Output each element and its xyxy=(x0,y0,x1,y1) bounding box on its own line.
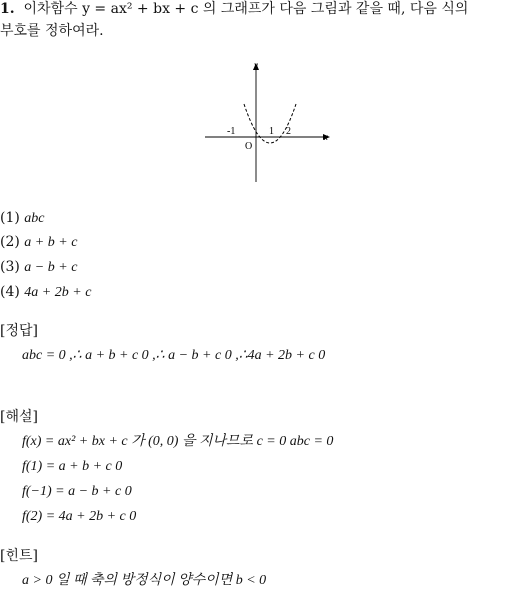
explanation-line-2: f(1) = a + b + c 0 xyxy=(22,459,123,474)
tick-label-1: 1 xyxy=(269,126,274,137)
item-2-number: (2) xyxy=(0,234,20,250)
tick-label-2: 2 xyxy=(286,126,291,137)
explanation-header: [해설] xyxy=(0,409,38,425)
graph-svg xyxy=(200,60,335,185)
item-1 xyxy=(0,209,45,228)
item-3-expr: a − b + c xyxy=(24,260,78,275)
explanation-line-3: f(−1) = a − b + c 0 xyxy=(22,484,132,499)
item-1-expr: abc xyxy=(24,211,45,226)
y-axis-label: y xyxy=(254,60,258,70)
origin-label: O xyxy=(245,141,253,152)
item-1-number: (1) xyxy=(0,210,20,226)
parabola-figure xyxy=(200,60,335,185)
answer-text: abc = 0 ,∴ a + b + c 0 ,∴ a − b + c 0 ,∴4a + 2b + c 0 xyxy=(22,348,326,363)
tick-label-neg1: -1 xyxy=(227,126,236,137)
explanation-line-1: f(x) = ax² + bx + c 가 (0, 0) 을 지나므로 c = 0 abc = 0 xyxy=(22,434,334,449)
item-3-number: (3) xyxy=(0,259,20,275)
x-axis-label: x xyxy=(324,132,328,142)
hint-header: [힌트] xyxy=(0,548,38,564)
problem-line-1 xyxy=(0,0,468,18)
item-4-number: (4) xyxy=(0,284,20,300)
hint-text: a > 0 일 때 축의 방정식이 양수이면 b < 0 xyxy=(22,573,267,588)
item-2-expr: a + b + c xyxy=(24,235,78,250)
item-4-expr: 4a + 2b + c xyxy=(24,285,92,300)
item-3 xyxy=(0,258,77,277)
answer-header: [정답] xyxy=(0,323,38,339)
explanation-line-4: f(2) = 4a + 2b + c 0 xyxy=(22,509,137,524)
problem-line-2: 부호를 정하여라. xyxy=(0,23,104,39)
item-4 xyxy=(0,283,91,302)
problem-number: 1. xyxy=(0,1,15,17)
item-2 xyxy=(0,233,77,252)
problem-text-1: 이차함수 y = ax² + bx + c 의 그래프가 다음 그림과 같을 때, 다음 식의 xyxy=(23,1,469,17)
